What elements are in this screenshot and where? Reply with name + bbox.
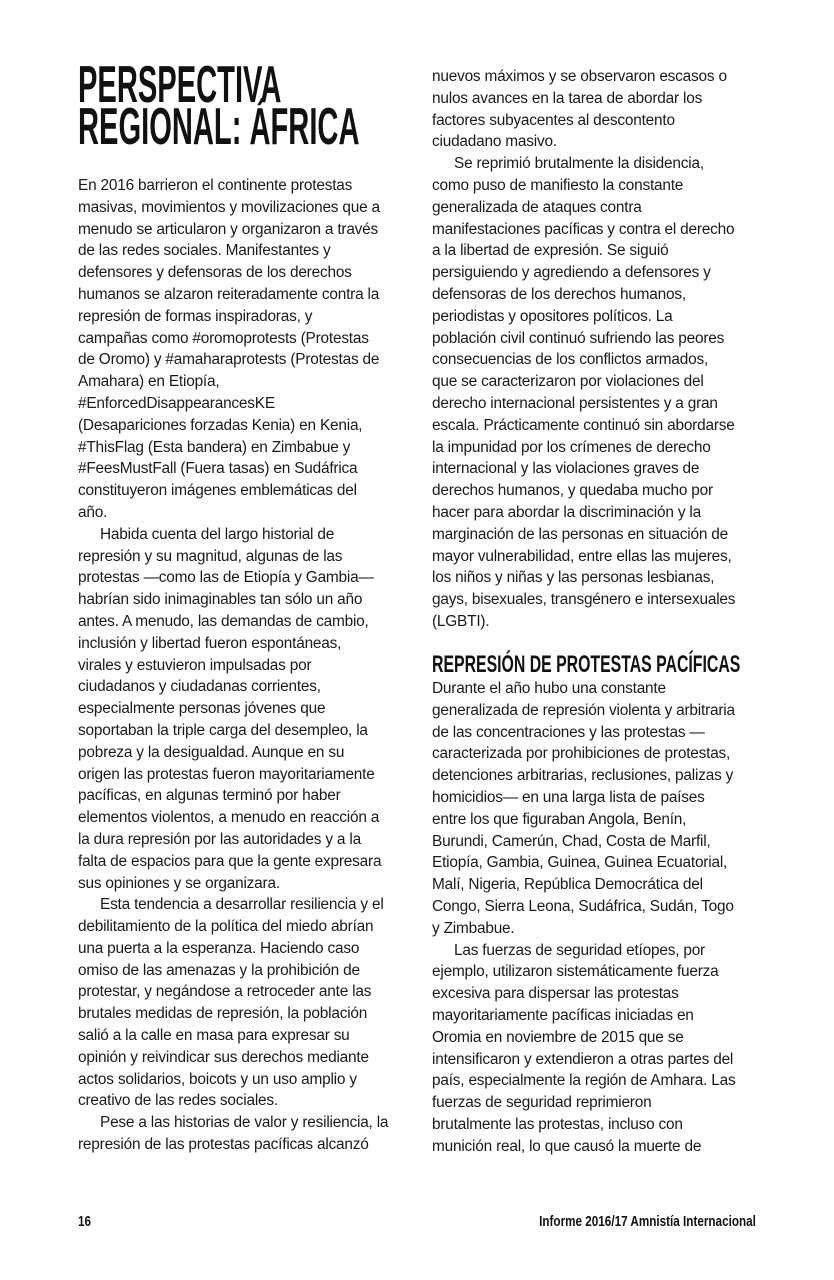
text-line: factores subyacentes al descontento	[432, 111, 675, 129]
text-line: inclusión y libertad fueron espontáneas,	[78, 634, 342, 652]
text-line: que se caracterizaron por violaciones del	[432, 373, 704, 391]
text-line: ciudadanos y ciudadanas corrientes,	[78, 678, 321, 696]
text-line: masivas, movimientos y movilizaciones que a	[78, 198, 380, 216]
text-line: Congo, Sierra Leona, Sudáfrica, Sudán, Togo	[432, 897, 734, 915]
text-line: nuevos máximos y se observaron escasos o	[432, 68, 727, 85]
text-line: a la libertad de expresión. Se siguió	[432, 242, 669, 260]
text-line: menudo se articularon y organizaron a través	[78, 220, 379, 238]
report-name: Informe 2016/17 Amnistía Internacional	[539, 1213, 756, 1230]
text-line: internacional y las violaciones graves de	[432, 460, 700, 478]
text-line: Oromia en noviembre de 2015 que se	[432, 1028, 684, 1046]
text-line: como puso de manifiesto la constante	[432, 176, 684, 194]
text-line: defensores y defensoras de los derechos	[78, 264, 352, 282]
text-line: Durante el año hubo una constante	[432, 680, 666, 697]
text-line: virales y estuvieron impulsadas por	[78, 656, 312, 674]
text-line: mayor vulnerabilidad, entre ellas las mujeres,	[432, 547, 732, 565]
text-line: escala. Prácticamente continuó sin abordarse	[432, 416, 735, 434]
text-line: año.	[78, 503, 108, 521]
text-line: ciudadano masivo.	[432, 133, 557, 151]
paragraph	[78, 1112, 418, 1156]
text-line: de Oromo) y #amaharaprotests (Protestas de	[78, 351, 380, 369]
text-line: de las concentraciones y las protestas —	[432, 723, 705, 741]
text-line: homicidios— en una larga lista de países	[432, 788, 705, 806]
text-line: especialmente personas jóvenes que	[78, 700, 326, 718]
text-line: población civil continuó sufriendo las peores	[432, 329, 725, 347]
text-line: generalizada de ataques contra	[432, 198, 642, 216]
text-line: campañas como #oromoprotests (Protestas	[78, 329, 369, 347]
text-line: brutalmente las protestas, incluso con	[432, 1115, 683, 1133]
text-line: hacer para abordar la discriminación y la	[432, 503, 701, 521]
text-line: país, especialmente la región de Amhara. Las	[432, 1072, 736, 1090]
text-line: nulos avances en la tarea de abordar los	[432, 89, 703, 107]
text-line: creativo de las redes sociales.	[78, 1092, 278, 1110]
paragraph	[78, 894, 418, 1112]
text-line: gays, bisexuales, transgénero e intersexuales	[432, 591, 736, 609]
text-line: manifestaciones pacíficas y contra el derecho	[432, 220, 735, 238]
text-line: ejemplo, utilizaron sistemáticamente fuerza	[432, 963, 719, 981]
paragraph	[78, 175, 418, 524]
text-line: Amahara) en Etiopía,	[78, 373, 220, 391]
text-line: fuerzas de seguridad reprimieron	[432, 1094, 652, 1112]
paragraph	[432, 678, 772, 940]
text-line: los niños y niñas y las personas lesbianas,	[432, 569, 715, 587]
text-line: elementos violentos, a menudo en reacción a	[78, 809, 380, 827]
text-line: (LGBTI).	[432, 612, 490, 630]
text-line: habrían sido inimaginables tan sólo un año	[78, 591, 363, 609]
text-line: Burundi, Camerún, Chad, Costa de Marfil,	[432, 832, 711, 850]
text-line: protestar, y negándose a retroceder ante las	[78, 983, 372, 1001]
text-line: intensificaron y extendieron a otras partes del	[432, 1050, 734, 1068]
paragraph	[432, 940, 772, 1158]
text-line: pobreza y la desigualdad. Aunque en su	[78, 743, 345, 761]
text-line: En 2016 barrieron el continente protestas	[78, 177, 353, 194]
text-line: debilitamiento de la política del miedo abrían	[78, 918, 374, 936]
text-line: constituyeron imágenes emblemáticas del	[78, 482, 357, 500]
text-line: generalizada de represión violenta y arbitraria	[432, 701, 735, 719]
text-line: persiguiendo y agrediendo a defensores y	[432, 264, 711, 282]
text-line: #FeesMustFall (Fuera tasas) en Sudáfrica	[78, 460, 358, 478]
text-line: entre los que figuraban Angola, Benín,	[432, 810, 687, 828]
text-line: pacíficas, en algunas terminó por haber	[78, 787, 341, 805]
left-column	[78, 175, 418, 1156]
page-title	[78, 56, 360, 156]
title-line: PERSPECTIVA	[78, 56, 282, 114]
text-line: excesiva para dispersar las protestas	[432, 985, 679, 1003]
text-line: falta de espacios para que la gente expresara	[78, 852, 382, 870]
text-line: detenciones arbitrarias, reclusiones, palizas y	[432, 767, 734, 785]
text-line: munición real, lo que causó la muerte de	[432, 1137, 702, 1155]
text-line: defensoras de los derechos humanos,	[432, 285, 686, 303]
text-line: y Zimbabue.	[432, 919, 515, 937]
text-line: periodistas y opositores políticos. La	[432, 307, 673, 325]
text-line: (Desapariciones forzadas Kenia) en Kenia,	[78, 416, 363, 434]
text-line: origen las protestas fueron mayoritariamente	[78, 765, 375, 783]
text-line: consecuencias de los conflictos armados,	[432, 351, 709, 369]
text-line: derecho internacional persistentes y a gran	[432, 394, 718, 412]
text-line: la impunidad por los crímenes de derecho	[432, 438, 711, 456]
text-line: humanos se alzaron reiteradamente contra la	[78, 285, 380, 303]
text-line: represión y su magnitud, algunas de las	[78, 547, 343, 565]
text-line: la dura represión por las autoridades y a la	[78, 830, 361, 848]
text-line: Etiopía, Gambia, Guinea, Guinea Ecuatorial,	[432, 854, 728, 872]
text-line: opinión y reivindicar sus derechos mediante	[78, 1048, 369, 1066]
page-number: 16	[78, 1213, 92, 1230]
text-line: caracterizada por prohibiciones de protestas,	[432, 745, 731, 763]
text-line: Se reprimió brutalmente la disidencia,	[454, 155, 704, 173]
text-line: antes. A menudo, las demandas de cambio,	[78, 612, 369, 630]
right-column-bottom	[432, 678, 772, 1158]
text-line: represión de formas inspiradoras, y	[78, 307, 313, 325]
right-column-top	[432, 66, 772, 633]
text-line: omiso de las amenazas y la prohibición de	[78, 961, 360, 979]
title-line: REGIONAL: ÁFRICA	[78, 98, 360, 156]
text-line: Habida cuenta del largo historial de	[100, 525, 335, 543]
text-line: de las redes sociales. Manifestantes y	[78, 242, 331, 260]
text-line: Pese a las historias de valor y resiliencia, la	[100, 1114, 389, 1132]
paragraph	[432, 153, 772, 633]
paragraph	[78, 524, 418, 895]
text-line: derechos humanos, y quedaba mucho por	[432, 482, 713, 500]
text-line: mayoritariamente pacíficas iniciadas en	[432, 1006, 694, 1024]
text-line: una puerta a la esperanza. Haciendo caso	[78, 939, 360, 957]
text-line: actos solidarios, boicots y un uso amplio y	[78, 1070, 357, 1088]
text-line: Las fuerzas de seguridad etíopes, por	[454, 941, 705, 959]
text-line: brutales medidas de represión, la población	[78, 1005, 368, 1023]
text-line: marginación de las personas en situación de	[432, 525, 728, 543]
text-line: soportaban la triple carga del desempleo, la	[78, 721, 368, 739]
text-line: Esta tendencia a desarrollar resiliencia y el	[100, 896, 384, 914]
section-heading: REPRESIÓN DE PROTESTAS PACÍFICAS	[432, 651, 741, 678]
text-line: Malí, Nigeria, República Democrática del	[432, 876, 703, 894]
text-line: represión de las protestas pacíficas alcanzó	[78, 1136, 369, 1154]
text-line: sus opiniones y se organizara.	[78, 874, 280, 892]
text-line: #EnforcedDisappearancesKE	[78, 394, 275, 412]
text-line: salió a la calle en masa para expresar su	[78, 1027, 350, 1045]
text-line: protestas —como las de Etiopía y Gambia—	[78, 569, 374, 587]
text-line: #ThisFlag (Esta bandera) en Zimbabue y	[78, 438, 351, 456]
paragraph	[432, 66, 772, 153]
